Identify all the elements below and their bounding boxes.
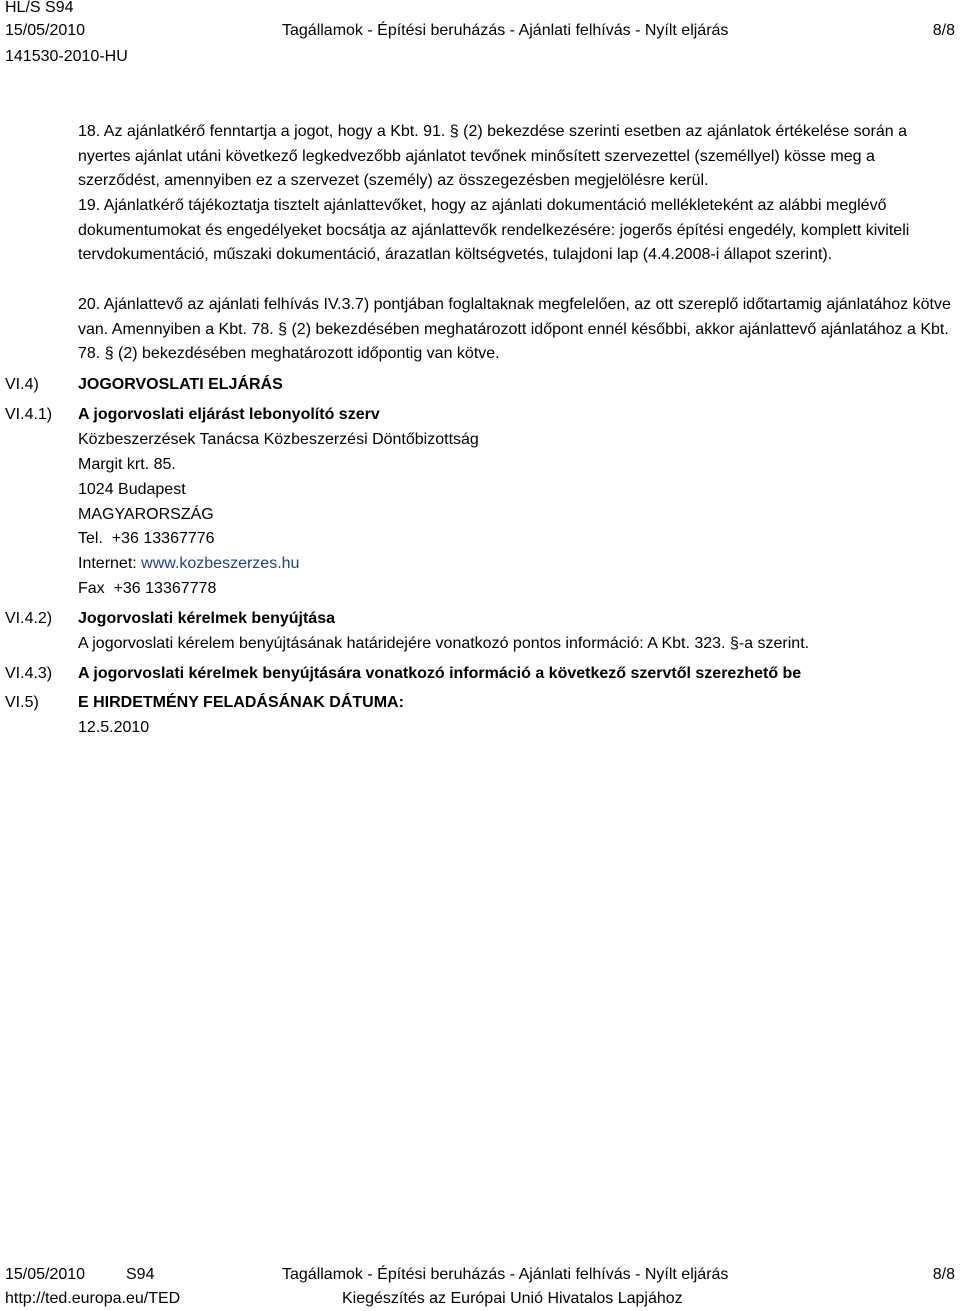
header-date: 15/05/2010 (5, 22, 86, 39)
footer-supplement: Kiegészítés az Európai Unió Hivatalos Lapjához (342, 1290, 683, 1307)
notice-dispatch-date: 12.5.2010 (78, 719, 150, 736)
review-body-city: 1024 Budapest (78, 481, 186, 498)
paragraph-20: 20. Ajánlattevő az ajánlati felhívás IV.3.7) pontjában foglaltaknak megfelelően, az ott szereplő időtartamig ajánlatához kötve van. Amennyiben a Kbt. 78. § (2) bekezdésében meghatározott időpont ennél későbbi, akkor ajánlattevő ajánlatához a Kbt. 78. § (2) bekezdésében meghatározott időpontig van kötve. (78, 296, 951, 363)
review-body-name: Közbeszerzések Tanácsa Közbeszerzési Döntőbizottság (78, 431, 479, 448)
paragraph-18: 18. Az ajánlatkérő fenntartja a jogot, hogy a Kbt. 91. § (2) bekezdése szerinti esetben az ajánlatok értékelése során a nyertes ajánlat utáni következő legkedvezőbb ajánlatot tevőnek minősített szervezettel (személlyel) kösse meg a szerződést, amennyiben ez a szervezet (személy) az összegezésben megjelölésre kerül. (78, 123, 907, 190)
section-number-vi43: VI.4.3) (5, 665, 53, 682)
section-title-vi41: A jogorvoslati eljárást lebonyolító szerv (78, 406, 380, 423)
header-ref: 141530-2010-HU (5, 48, 128, 65)
section-title-vi4: JOGORVOSLATI ELJÁRÁS (78, 376, 283, 393)
footer-url[interactable]: http://ted.europa.eu/TED (5, 1290, 181, 1307)
internet-link[interactable]: www.kozbeszerzes.hu (141, 555, 300, 572)
header-title: Tagállamok - Építési beruházás - Ajánlati felhívás - Nyílt eljárás (282, 22, 729, 39)
header-doc-code: HL/S S94 (5, 0, 74, 16)
review-body-country: MAGYARORSZÁG (78, 506, 214, 523)
section-number-vi5: VI.5) (5, 694, 39, 711)
section-title-vi42: Jogorvoslati kérelmek benyújtása (78, 610, 335, 627)
review-body-fax: Fax +36 13367778 (78, 580, 217, 597)
section-number-vi4: VI.4) (5, 376, 39, 393)
review-body-tel: Tel. +36 13367776 (78, 530, 215, 547)
section-number-vi42: VI.4.2) (5, 610, 53, 627)
footer-title: Tagállamok - Építési beruházás - Ajánlati felhívás - Nyílt eljárás (282, 1266, 729, 1283)
paragraph-19: 19. Ajánlatkérő tájékoztatja tisztelt ajánlattevőket, hogy az ajánlati dokumentáció mellékleteként az alábbi meglévő dokumentumokat és engedélyeket bocsátja az ajánlattevők rendelkezésére: jogerős építési engedély, komplett kiviteli tervdokumentáció, műszaki dokumentáció, árazatlan költségvetés, tulajdoni lap (4.4.2008-i állapot szerint). (78, 197, 910, 264)
section-title-vi43: A jogorvoslati kérelmek benyújtására vonatkozó információ a következő szervtől szerezhető be (78, 665, 802, 682)
review-body-street: Margit krt. 85. (78, 456, 176, 473)
footer-code: S94 (126, 1266, 155, 1283)
header-page: 8/8 (932, 22, 955, 39)
review-body-internet (78, 554, 299, 574)
footer-date: 15/05/2010 (5, 1266, 86, 1283)
section-number-vi41: VI.4.1) (5, 406, 53, 423)
section-title-vi5: E HIRDETMÉNY FELADÁSÁNAK DÁTUMA: (78, 694, 404, 711)
section-text-vi42: A jogorvoslati kérelem benyújtásának határidejére vonatkozó pontos információ: A Kbt. 323. §-a szerint. (78, 635, 810, 652)
internet-label: Internet: (78, 555, 142, 572)
footer-page: 8/8 (932, 1266, 955, 1283)
